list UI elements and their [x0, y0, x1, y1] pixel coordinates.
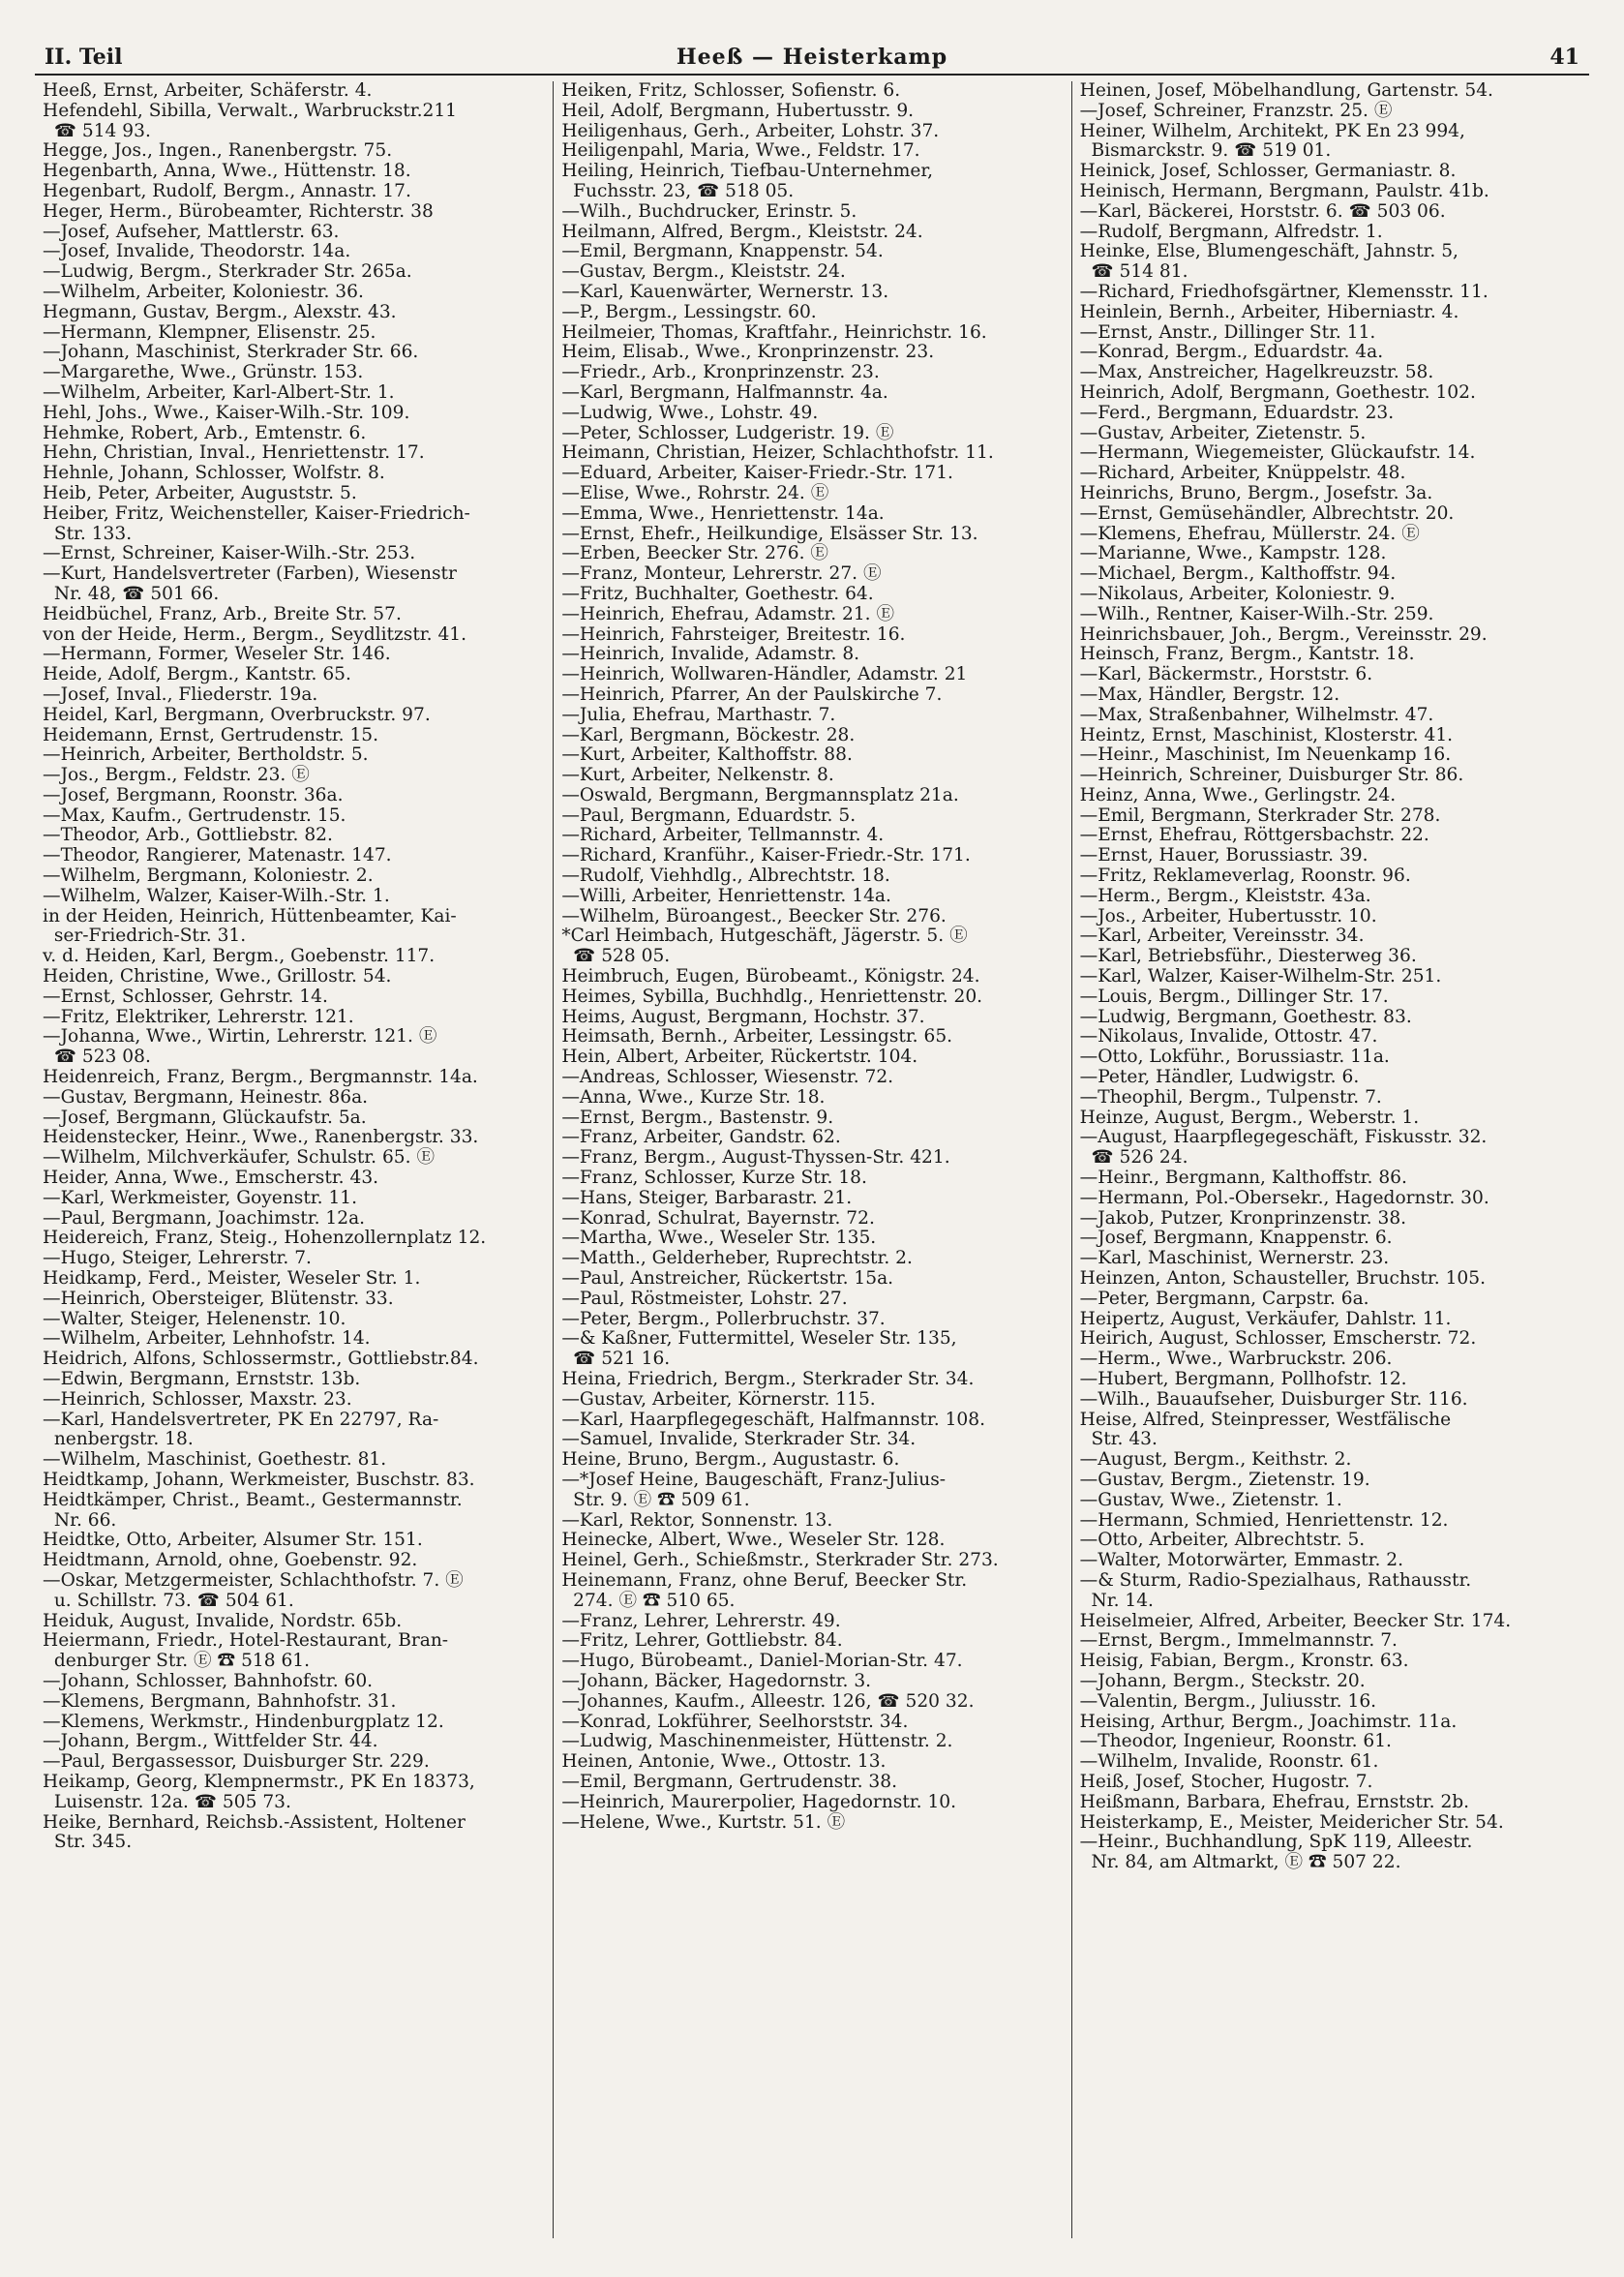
directory-entry: —Herm., Bergm., Kleiststr. 43a.	[1079, 885, 1371, 906]
directory-entry: —Richard, Arbeiter, Tellmannstr. 4.	[561, 825, 885, 846]
directory-entry: —Josef, Invalide, Theodorstr. 14a.	[43, 241, 351, 262]
directory-entry: —Ernst, Bergm., Immelmannstr. 7.	[1079, 1630, 1398, 1652]
directory-entry: —Wilh., Buchdrucker, Erinstr. 5.	[561, 200, 857, 222]
directory-entry: —Karl, Maschinist, Wernerstr. 23.	[1079, 1248, 1390, 1269]
directory-entry: —Ludwig, Wwe., Lohstr. 49.	[561, 402, 819, 423]
directory-entry: —Otto, Lokführ., Borussiastr. 11a.	[1079, 1047, 1390, 1068]
directory-entry: —Hermann, Schmied, Henriettenstr. 12.	[1079, 1509, 1449, 1531]
directory-entry: —Karl, Kauenwärter, Wernerstr. 13.	[561, 281, 889, 302]
directory-entry: —Max, Händler, Bergstr. 12.	[1079, 683, 1340, 705]
directory-entry: von der Heide, Herm., Bergm., Seydlitzstr. 41.	[43, 623, 467, 645]
directory-entry: Heeß, Ernst, Arbeiter, Schäferstr. 4.	[43, 81, 373, 101]
directory-entry: Heidtmann, Arnold, ohne, Goebenstr. 92.	[43, 1550, 418, 1571]
directory-entry: —Johann, Bäcker, Hagedornstr. 3.	[561, 1670, 872, 1691]
directory-entry: —Johanna, Wwe., Wirtin, Lehrerstr. 121. Ⓔ	[43, 1026, 437, 1047]
directory-entry: Heine, Bruno, Bergm., Augustastr. 6.	[561, 1449, 900, 1471]
directory-entry: Heidenreich, Franz, Bergm., Bergmannstr. 14a.	[43, 1067, 478, 1088]
directory-entry: Heimbruch, Eugen, Bürobeamt., Königstr. 24.	[561, 966, 980, 987]
directory-entry: —Samuel, Invalide, Sterkrader Str. 34.	[561, 1429, 917, 1450]
directory-entry: —Matth., Gelderheber, Ruprechtstr. 2.	[561, 1248, 913, 1269]
directory-entry: ☎ 526 24.	[1079, 1147, 1188, 1169]
directory-entry: Heidtkamp, Johann, Werkmeister, Buschstr. 83.	[43, 1469, 475, 1490]
directory-entry: —Theophil, Bergm., Tulpenstr. 7.	[1079, 1086, 1382, 1108]
directory-entry: —Hermann, Wiegemeister, Glückaufstr. 14.	[1079, 442, 1476, 464]
directory-entry: Str. 133.	[43, 523, 133, 544]
directory-entry: —Wilhelm, Bergmann, Koloniestr. 2.	[43, 865, 374, 887]
directory-entry: —Heinrich, Invalide, Adamstr. 8.	[561, 644, 860, 665]
directory-entry: Heider, Anna, Wwe., Emscherstr. 43.	[43, 1168, 379, 1189]
page-header	[35, 43, 1589, 76]
directory-entry: Fuchsstr. 23, ☎ 518 05.	[561, 180, 795, 201]
directory-entry: —Johann, Schlosser, Bahnhofstr. 60.	[43, 1670, 374, 1691]
directory-entry: Str. 345.	[43, 1832, 133, 1853]
directory-entry: —Wilhelm, Milchverkäufer, Schulstr. 65. Ⓔ	[43, 1147, 436, 1169]
directory-entry: —Rudolf, Viehhdlg., Albrechtstr. 18.	[561, 865, 890, 887]
directory-entry: —Ferd., Bergmann, Eduardstr. 23.	[1079, 402, 1395, 423]
directory-entry: Nr. 14.	[1079, 1590, 1154, 1611]
directory-entry: Heidrich, Alfons, Schlossermstr., Gottliebstr.84.	[43, 1349, 479, 1370]
directory-entry: —August, Bergm., Keithstr. 2.	[1079, 1449, 1352, 1471]
directory-entry: —Gustav, Bergmann, Heinestr. 86a.	[43, 1086, 369, 1108]
directory-entry: —Ludwig, Maschinenmeister, Hüttenstr. 2.	[561, 1731, 953, 1752]
directory-entry: Hegenbarth, Anna, Wwe., Hüttenstr. 18.	[43, 161, 411, 182]
directory-entry: Heiduk, August, Invalide, Nordstr. 65b.	[43, 1610, 403, 1631]
directory-entry: —Richard, Kranführ., Kaiser-Friedr.-Str. 171.	[561, 845, 971, 866]
directory-entry: —Ernst, Schlosser, Gehrstr. 14.	[43, 986, 328, 1007]
directory-entry: Heike, Bernhard, Reichsb.-Assistent, Holtener	[43, 1811, 466, 1833]
directory-entry: Heintz, Ernst, Maschinist, Klosterstr. 41.	[1079, 724, 1454, 745]
directory-entry: —Elise, Wwe., Rohrstr. 24. Ⓔ	[561, 482, 829, 503]
directory-entry: Heise, Alfred, Steinpresser, Westfälische	[1079, 1409, 1452, 1430]
directory-entry: —Oswald, Bergmann, Bergmannsplatz 21a.	[561, 784, 959, 805]
directory-entry: Heib, Peter, Arbeiter, Auguststr. 5.	[43, 482, 357, 503]
column-2	[553, 81, 1070, 2238]
directory-entry: —Johann, Maschinist, Sterkrader Str. 66.	[43, 342, 419, 363]
directory-entry: —Margarethe, Wwe., Grünstr. 153.	[43, 362, 364, 383]
directory-entry: Nr. 48, ☎ 501 66.	[43, 583, 220, 604]
directory-entry: nenbergstr. 18.	[43, 1429, 194, 1450]
directory-entry: —Otto, Arbeiter, Albrechtstr. 5.	[1079, 1530, 1366, 1551]
directory-entry: —Karl, Betriebsführ., Diesterweg 36.	[1079, 946, 1417, 967]
directory-entry: —Johann, Bergm., Wittfelder Str. 44.	[43, 1731, 378, 1752]
directory-entry: —Heinrich, Maurerpolier, Hagedornstr. 10.	[561, 1791, 957, 1812]
directory-entry: in der Heiden, Heinrich, Hüttenbeamter, Kai-	[43, 905, 457, 926]
directory-entry: Heinen, Antonie, Wwe., Ottostr. 13.	[561, 1751, 887, 1773]
directory-entry: Heinisch, Hermann, Bergmann, Paulstr. 41b.	[1079, 180, 1489, 201]
directory-entry: Heidemann, Ernst, Gertrudenstr. 15.	[43, 724, 379, 745]
directory-entry: —Fritz, Buchhalter, Goethestr. 64.	[561, 583, 874, 604]
directory-entry: Heinemann, Franz, ohne Beruf, Beecker Str.	[561, 1569, 968, 1591]
directory-entry: Heiling, Heinrich, Tiefbau-Unternehmer,	[561, 161, 934, 182]
directory-entry: Heidkamp, Ferd., Meister, Weseler Str. 1.	[43, 1268, 421, 1290]
directory-entry: 274. Ⓔ ☎ 510 65.	[561, 1590, 736, 1611]
directory-entry: —Rudolf, Bergmann, Alfredstr. 1.	[1079, 221, 1383, 242]
directory-entry: —Nikolaus, Invalide, Ottostr. 47.	[1079, 1026, 1378, 1047]
directory-entry: Hegenbart, Rudolf, Bergm., Annastr. 17.	[43, 180, 411, 201]
directory-entry: —Kurt, Arbeiter, Kalthoffstr. 88.	[561, 744, 853, 766]
directory-entry: —Gustav, Wwe., Zietenstr. 1.	[1079, 1489, 1342, 1510]
directory-entry: —Louis, Bergm., Dillinger Str. 17.	[1079, 986, 1389, 1007]
directory-entry: —Franz, Lehrer, Lehrerstr. 49.	[561, 1610, 841, 1631]
directory-entry: —Ernst, Gemüsehändler, Albrechtstr. 20.	[1079, 502, 1455, 524]
directory-entry: —Josef, Bergmann, Roonstr. 36a.	[43, 784, 344, 805]
directory-entry: —Jos., Arbeiter, Hubertusstr. 10.	[1079, 905, 1377, 926]
directory-entry: —Paul, Bergmann, Joachimstr. 12a.	[43, 1207, 366, 1229]
directory-entry: —Theodor, Arb., Gottliebstr. 82.	[43, 825, 333, 846]
directory-entry: —Wilhelm, Walzer, Kaiser-Wilh.-Str. 1.	[43, 885, 390, 906]
directory-entry: —Martha, Wwe., Weseler Str. 135.	[561, 1228, 877, 1249]
directory-entry: Heipertz, August, Verkäufer, Dahlstr. 11.	[1079, 1308, 1452, 1329]
directory-entry: Hehn, Christian, Inval., Henriettenstr. 17.	[43, 442, 425, 464]
directory-entry: Heidenstecker, Heinr., Wwe., Ranenbergstr. 33.	[43, 1127, 479, 1148]
directory-entry: Hehnle, Johann, Schlosser, Wolfstr. 8.	[43, 463, 385, 484]
directory-entry: Nr. 66.	[43, 1509, 117, 1531]
directory-entry: —Karl, Handelsvertreter, PK En 22797, Ra-	[43, 1409, 439, 1430]
directory-entry: Hefendehl, Sibilla, Verwalt., Warbruckstr.211	[43, 100, 457, 121]
directory-entry: —Karl, Walzer, Kaiser-Wilhelm-Str. 251.	[1079, 966, 1442, 987]
directory-entry: —Emma, Wwe., Henriettenstr. 14a.	[561, 502, 885, 524]
directory-entry: —Wilhelm, Arbeiter, Lehnhofstr. 14.	[43, 1328, 371, 1350]
directory-entry: —Walter, Steiger, Helenenstr. 10.	[43, 1308, 346, 1329]
directory-entry: Heisterkamp, E., Meister, Meidericher Str. 54.	[1079, 1811, 1504, 1833]
directory-entry: —Heinrich, Arbeiter, Bertholdstr. 5.	[43, 744, 369, 766]
directory-entry: Heil, Adolf, Bergmann, Hubertusstr. 9.	[561, 100, 915, 121]
directory-entry: Heims, August, Bergmann, Hochstr. 37.	[561, 1006, 925, 1027]
directory-entry: —Karl, Bäckermstr., Horststr. 6.	[1079, 664, 1373, 685]
directory-entry: —Fritz, Lehrer, Gottliebstr. 84.	[561, 1630, 843, 1652]
directory-entry: Heiselmeier, Alfred, Arbeiter, Beecker Str. 174.	[1079, 1610, 1512, 1631]
directory-entry: —Theodor, Ingenieur, Roonstr. 61.	[1079, 1731, 1392, 1752]
directory-entry: —Gustav, Bergm., Zietenstr. 19.	[1079, 1469, 1370, 1490]
directory-entry: Hehmke, Robert, Arb., Emtenstr. 6.	[43, 422, 367, 443]
directory-entry: —Heinrich, Wollwaren-Händler, Adamstr. 21	[561, 664, 968, 685]
directory-entry: —Josef, Bergmann, Glückaufstr. 5a.	[43, 1107, 367, 1128]
directory-entry: —Gustav, Arbeiter, Körnerstr. 115.	[561, 1388, 876, 1410]
directory-entry: —Johann, Bergm., Steckstr. 20.	[1079, 1670, 1366, 1691]
directory-entry: Heiermann, Friedr., Hotel-Restaurant, Bran-	[43, 1630, 449, 1652]
directory-entry: —Jos., Bergm., Feldstr. 23. Ⓔ	[43, 765, 310, 786]
directory-entry: Heiligenpahl, Maria, Wwe., Feldstr. 17.	[561, 140, 920, 162]
directory-entry: —Gustav, Arbeiter, Zietenstr. 5.	[1079, 422, 1367, 443]
directory-entry: —Peter, Bergmann, Carpstr. 6a.	[1079, 1288, 1369, 1309]
directory-entry: Heilmann, Alfred, Bergm., Kleiststr. 24.	[561, 221, 923, 242]
directory-entry: —Karl, Bergmann, Böckestr. 28.	[561, 724, 856, 745]
directory-entry: Heikamp, Georg, Klempnermstr., PK En 18373,	[43, 1771, 475, 1792]
directory-entry: —Karl, Werkmeister, Goyenstr. 11.	[43, 1187, 358, 1208]
directory-entry: —Hermann, Former, Weseler Str. 146.	[43, 644, 391, 665]
directory-entry: —Willi, Arbeiter, Henriettenstr. 14a.	[561, 885, 891, 906]
column-3	[1071, 81, 1589, 2238]
directory-entry: Heiß, Josef, Stocher, Hugostr. 7.	[1079, 1771, 1373, 1792]
directory-entry: —Edwin, Bergmann, Ernststr. 13b.	[43, 1369, 361, 1389]
directory-entry: —Julia, Ehefrau, Marthastr. 7.	[561, 704, 836, 725]
directory-entry: —Karl, Rektor, Sonnenstr. 13.	[561, 1509, 833, 1531]
directory-entry: *Carl Heimbach, Hutgeschäft, Jägerstr. 5. Ⓔ	[561, 926, 968, 947]
directory-entry: —Richard, Arbeiter, Knüppelstr. 48.	[1079, 463, 1406, 484]
directory-entry: —Franz, Schlosser, Kurze Str. 18.	[561, 1168, 867, 1189]
directory-entry: —Theodor, Rangierer, Matenastr. 147.	[43, 845, 392, 866]
directory-entry: denburger Str. Ⓔ ☎ 518 61.	[43, 1651, 311, 1672]
directory-entry: ser-Friedrich-Str. 31.	[43, 926, 247, 947]
directory-entry: —Karl, Bergmann, Halfmannstr. 4a.	[561, 381, 888, 403]
directory-entry: —Erben, Beecker Str. 276. Ⓔ	[561, 543, 829, 564]
section-label: II. Teil	[45, 45, 123, 70]
directory-entry: ☎ 514 81.	[1079, 261, 1188, 283]
directory-entry: —Ernst, Ehefr., Heilkundige, Elsässer Str. 13.	[561, 523, 978, 544]
directory-entry: —*Josef Heine, Baugeschäft, Franz-Julius-	[561, 1469, 947, 1490]
directory-entry: —Johannes, Kaufm., Alleestr. 126, ☎ 520 32.	[561, 1690, 975, 1712]
directory-entry: —& Kaßner, Futtermittel, Weseler Str. 135,	[561, 1328, 957, 1350]
directory-entry: —Eduard, Arbeiter, Kaiser-Friedr.-Str. 171.	[561, 463, 953, 484]
directory-entry: —& Sturm, Radio-Spezialhaus, Rathausstr.	[1079, 1569, 1472, 1591]
directory-entry: ☎ 523 08.	[43, 1047, 151, 1068]
directory-entry: —Gustav, Bergm., Kleiststr. 24.	[561, 261, 846, 283]
directory-entry: —Max, Straßenbahner, Wilhelmstr. 47.	[1079, 704, 1434, 725]
directory-entry: —Wilhelm, Arbeiter, Koloniestr. 36.	[43, 281, 364, 302]
directory-entry: Heisig, Fabian, Bergm., Kronstr. 63.	[1079, 1651, 1409, 1672]
directory-entry: —Ernst, Hauer, Borussiastr. 39.	[1079, 845, 1368, 866]
directory-entry: —Franz, Bergm., August-Thyssen-Str. 421.	[561, 1147, 950, 1169]
directory-entry: Heimes, Sybilla, Buchhdlg., Henriettenstr. 20.	[561, 986, 983, 1007]
directory-entry: Hehl, Johs., Wwe., Kaiser-Wilh.-Str. 109.	[43, 402, 410, 423]
directory-entry: —Heinrich, Ehefrau, Adamstr. 21. Ⓔ	[561, 603, 895, 624]
page-number: 41	[1549, 45, 1579, 70]
directory-entry: —Kurt, Arbeiter, Nelkenstr. 8.	[561, 765, 834, 786]
directory-entry: —Max, Kaufm., Gertrudenstr. 15.	[43, 805, 346, 826]
directory-entry: —Ludwig, Bergmann, Goethestr. 83.	[1079, 1006, 1412, 1027]
directory-entry: Heilmeier, Thomas, Kraftfahr., Heinrichstr. 16.	[561, 321, 987, 343]
directory-entry: —Josef, Schreiner, Franzstr. 25. Ⓔ	[1079, 100, 1393, 121]
directory-entry: —Max, Anstreicher, Hagelkreuzstr. 58.	[1079, 362, 1434, 383]
directory-entry: —Konrad, Bergm., Eduardstr. 4a.	[1079, 342, 1384, 363]
directory-entry: Heirich, August, Schlosser, Emscherstr. 72.	[1079, 1328, 1477, 1350]
directory-entry: Heinrichsbauer, Joh., Bergm., Vereinsstr. 29.	[1079, 623, 1488, 645]
directory-entry: Hein, Albert, Arbeiter, Rückertstr. 104.	[561, 1047, 918, 1068]
directory-entry: —Franz, Arbeiter, Gandstr. 62.	[561, 1127, 841, 1148]
directory-entry: Heinen, Josef, Möbelhandlung, Gartenstr. 54.	[1079, 81, 1493, 101]
directory-entry: Heidtkämper, Christ., Beamt., Gestermannstr.	[43, 1489, 463, 1510]
directory-entry: —Ernst, Bergm., Bastenstr. 9.	[561, 1107, 834, 1128]
directory-entry: —Paul, Anstreicher, Rückertstr. 15a.	[561, 1268, 894, 1290]
directory-entry: —Peter, Bergm., Pollerbruchstr. 37.	[561, 1308, 886, 1329]
directory-entry: Heinke, Else, Blumengeschäft, Jahnstr. 5,	[1079, 241, 1459, 262]
directory-entry: —Wilh., Bauaufseher, Duisburger Str. 116.	[1079, 1388, 1468, 1410]
directory-entry: —Valentin, Bergm., Juliusstr. 16.	[1079, 1690, 1377, 1712]
directory-entry: —Paul, Bergassessor, Duisburger Str. 229.	[43, 1751, 430, 1773]
directory-entry: —Andreas, Schlosser, Wiesenstr. 72.	[561, 1067, 894, 1088]
directory-entry: Luisenstr. 12a. ☎ 505 73.	[43, 1791, 291, 1812]
directory-entry: ☎ 521 16.	[561, 1349, 671, 1370]
directory-entry: ☎ 528 05.	[561, 946, 671, 967]
directory-entry: —Hubert, Bergmann, Pollhofstr. 12.	[1079, 1369, 1407, 1389]
directory-entry: —Hugo, Steiger, Lehrerstr. 7.	[43, 1248, 312, 1269]
directory-entry: —Konrad, Lokführer, Seelhorststr. 34.	[561, 1711, 909, 1732]
directory-entry: Heiner, Wilhelm, Architekt, PK En 23 994,	[1079, 120, 1465, 141]
directory-entry: —Peter, Schlosser, Ludgeristr. 19. Ⓔ	[561, 422, 894, 443]
directory-entry: —Hugo, Bürobeamt., Daniel-Morian-Str. 47.	[561, 1651, 963, 1672]
directory-entry: Heidtke, Otto, Arbeiter, Alsumer Str. 151.	[43, 1530, 423, 1551]
directory-entry: Heidereich, Franz, Steig., Hohenzollernplatz 12.	[43, 1228, 487, 1249]
directory-entry: —Ernst, Ehefrau, Röttgersbachstr. 22.	[1079, 825, 1429, 846]
directory-entry: —Emil, Bergmann, Sterkrader Str. 278.	[1079, 805, 1441, 826]
directory-entry: —Franz, Monteur, Lehrerstr. 27. Ⓔ	[561, 563, 882, 585]
column-1	[35, 81, 553, 2238]
directory-entry: —Oskar, Metzgermeister, Schlachthofstr. 7. Ⓔ	[43, 1569, 464, 1591]
directory-entry: Heimann, Christian, Heizer, Schlachthofstr. 11.	[561, 442, 994, 464]
directory-entry: —Emil, Bergmann, Gertrudenstr. 38.	[561, 1771, 897, 1792]
directory-entry: —Heinrich, Schlosser, Maxstr. 23.	[43, 1388, 352, 1410]
directory-entry: Heidel, Karl, Bergmann, Overbruckstr. 97.	[43, 704, 431, 725]
directory-entry: —Klemens, Bergmann, Bahnhofstr. 31.	[43, 1690, 397, 1712]
directory-entry: Heising, Arthur, Bergm., Joachimstr. 11a.	[1079, 1711, 1458, 1732]
directory-entry: —Michael, Bergm., Kalthoffstr. 94.	[1079, 563, 1397, 585]
directory-entry: Heiken, Fritz, Schlosser, Sofienstr. 6.	[561, 81, 901, 101]
directory-entry: —Heinr., Bergmann, Kalthoffstr. 86.	[1079, 1168, 1407, 1189]
directory-entry: Heinel, Gerh., Schießmstr., Sterkrader Str. 273.	[561, 1550, 999, 1571]
directory-entry: —Kurt, Handelsvertreter (Farben), Wiesenstr	[43, 563, 457, 585]
directory-entry: —Klemens, Ehefrau, Müllerstr. 24. Ⓔ	[1079, 523, 1420, 544]
directory-entry: —Karl, Bäckerei, Horststr. 6. ☎ 503 06.	[1079, 200, 1446, 222]
directory-entry: —Wilhelm, Maschinist, Goethestr. 81.	[43, 1449, 387, 1471]
directory-entry: —Hans, Steiger, Barbarastr. 21.	[561, 1187, 853, 1208]
directory-entry: Bismarckstr. 9. ☎ 519 01.	[1079, 140, 1332, 162]
directory-entry: —Heinrich, Obersteiger, Blütenstr. 33.	[43, 1288, 394, 1309]
running-title: Heeß — Heisterkamp	[676, 45, 948, 70]
directory-entry: —P., Bergm., Lessingstr. 60.	[561, 301, 817, 322]
directory-entry: Heißmann, Barbara, Ehefrau, Ernststr. 2b.	[1079, 1791, 1470, 1812]
directory-entry: Heinlein, Bernh., Arbeiter, Hiberniastr. 4.	[1079, 301, 1459, 322]
directory-columns	[35, 81, 1589, 2238]
directory-entry: —Fritz, Reklameverlag, Roonstr. 96.	[1079, 865, 1411, 887]
directory-entry: —Heinrich, Fahrsteiger, Breitestr. 16.	[561, 623, 906, 645]
directory-entry: v. d. Heiden, Karl, Bergm., Goebenstr. 117.	[43, 946, 436, 967]
directory-entry: Heinrich, Adolf, Bergmann, Goethestr. 102.	[1079, 381, 1476, 403]
directory-entry: —Karl, Arbeiter, Vereinsstr. 34.	[1079, 926, 1365, 947]
directory-entry: Heina, Friedrich, Bergm., Sterkrader Str. 34.	[561, 1369, 975, 1389]
directory-entry: —Emil, Bergmann, Knappenstr. 54.	[561, 241, 884, 262]
directory-entry: Heiligenhaus, Gerh., Arbeiter, Lohstr. 37.	[561, 120, 940, 141]
directory-entry: —Richard, Friedhofsgärtner, Klemensstr. 11.	[1079, 281, 1489, 302]
directory-entry: —Paul, Röstmeister, Lohstr. 27.	[561, 1288, 848, 1309]
directory-entry: —Ernst, Schreiner, Kaiser-Wilh.-Str. 253.	[43, 543, 416, 564]
directory-entry: —Walter, Motorwärter, Emmastr. 2.	[1079, 1550, 1404, 1571]
directory-entry: —Ernst, Anstr., Dillinger Str. 11.	[1079, 321, 1376, 343]
directory-entry: Heide, Adolf, Bergm., Kantstr. 65.	[43, 664, 351, 685]
directory-entry: —Hermann, Pol.-Obersekr., Hagedornstr. 30.	[1079, 1187, 1489, 1208]
directory-entry: —Jakob, Putzer, Kronprinzenstr. 38.	[1079, 1207, 1407, 1229]
directory-entry: Heim, Elisab., Wwe., Kronprinzenstr. 23.	[561, 342, 935, 363]
directory-entry: Heimsath, Bernh., Arbeiter, Lessingstr. 65.	[561, 1026, 953, 1047]
directory-entry: —Peter, Händler, Ludwigstr. 6.	[1079, 1067, 1360, 1088]
directory-entry: —Marianne, Wwe., Kampstr. 128.	[1079, 543, 1387, 564]
directory-entry: Str. 9. Ⓔ ☎ 509 61.	[561, 1489, 750, 1510]
directory-entry: Heinze, August, Bergm., Weberstr. 1.	[1079, 1107, 1420, 1128]
directory-entry: —Heinr., Maschinist, Im Neuenkamp 16.	[1079, 744, 1452, 766]
directory-entry: —Nikolaus, Arbeiter, Koloniestr. 9.	[1079, 583, 1396, 604]
directory-entry: —Friedr., Arb., Kronprinzenstr. 23.	[561, 362, 880, 383]
directory-entry: —August, Haarpflegegeschäft, Fiskusstr. 32.	[1079, 1127, 1488, 1148]
directory-entry: u. Schillstr. 73. ☎ 504 61.	[43, 1590, 294, 1611]
directory-entry: Heger, Herm., Bürobeamter, Richterstr. 38	[43, 200, 434, 222]
directory-entry: ☎ 514 93.	[43, 120, 151, 141]
directory-entry: —Herm., Wwe., Warbruckstr. 206.	[1079, 1349, 1393, 1370]
directory-entry: —Heinr., Buchhandlung, SpK 119, Alleestr.	[1079, 1832, 1473, 1853]
directory-entry: Heinsch, Franz, Bergm., Kantstr. 18.	[1079, 644, 1415, 665]
directory-entry: —Wilhelm, Arbeiter, Karl-Albert-Str. 1.	[43, 381, 395, 403]
directory-entry: Heinrichs, Bruno, Bergm., Josefstr. 3a.	[1079, 482, 1433, 503]
directory-entry: —Fritz, Elektriker, Lehrerstr. 121.	[43, 1006, 354, 1027]
directory-entry: Heinzen, Anton, Schausteller, Bruchstr. 105.	[1079, 1268, 1486, 1290]
directory-entry: Hegge, Jos., Ingen., Ranenbergstr. 75.	[43, 140, 393, 162]
directory-entry: Heiden, Christine, Wwe., Grillostr. 54.	[43, 966, 392, 987]
directory-entry: —Klemens, Werkmstr., Hindenburgplatz 12.	[43, 1711, 444, 1732]
directory-entry: —Paul, Bergmann, Eduardstr. 5.	[561, 805, 857, 826]
directory-entry: —Josef, Aufseher, Mattlerstr. 63.	[43, 221, 340, 242]
directory-entry: Heidbüchel, Franz, Arb., Breite Str. 57.	[43, 603, 402, 624]
directory-entry: —Wilh., Rentner, Kaiser-Wilh.-Str. 259.	[1079, 603, 1434, 624]
directory-entry: —Josef, Inval., Fliederstr. 19a.	[43, 683, 318, 705]
directory-entry: —Wilhelm, Büroangest., Beecker Str. 276.	[561, 905, 947, 926]
directory-entry: —Konrad, Schulrat, Bayernstr. 72.	[561, 1207, 875, 1229]
directory-entry: Heinecke, Albert, Wwe., Weseler Str. 128.	[561, 1530, 946, 1551]
directory-entry: Nr. 84, am Altmarkt, Ⓔ ☎ 507 22.	[1079, 1852, 1401, 1873]
directory-entry: —Helene, Wwe., Kurtstr. 51. Ⓔ	[561, 1811, 846, 1833]
directory-entry: —Anna, Wwe., Kurze Str. 18.	[561, 1086, 826, 1108]
directory-entry: —Ludwig, Bergm., Sterkrader Str. 265a.	[43, 261, 412, 283]
directory-entry: —Josef, Bergmann, Knappenstr. 6.	[1079, 1228, 1393, 1249]
directory-entry: —Wilhelm, Invalide, Roonstr. 61.	[1079, 1751, 1379, 1773]
directory-entry: —Heinrich, Pfarrer, An der Paulskirche 7.	[561, 683, 943, 705]
directory-entry: Heinick, Josef, Schlosser, Germaniastr. 8.	[1079, 161, 1457, 182]
directory-entry: —Hermann, Klempner, Elisenstr. 25.	[43, 321, 376, 343]
directory-entry: —Heinrich, Schreiner, Duisburger Str. 86.	[1079, 765, 1464, 786]
directory-entry: —Karl, Haarpflegegeschäft, Halfmannstr. 108.	[561, 1409, 986, 1430]
directory-entry: Heinz, Anna, Wwe., Gerlingstr. 24.	[1079, 784, 1397, 805]
directory-entry: Hegmann, Gustav, Bergm., Alexstr. 43.	[43, 301, 397, 322]
directory-entry: Heiber, Fritz, Weichensteller, Kaiser-Friedrich-	[43, 502, 470, 524]
directory-entry: Str. 43.	[1079, 1429, 1158, 1450]
